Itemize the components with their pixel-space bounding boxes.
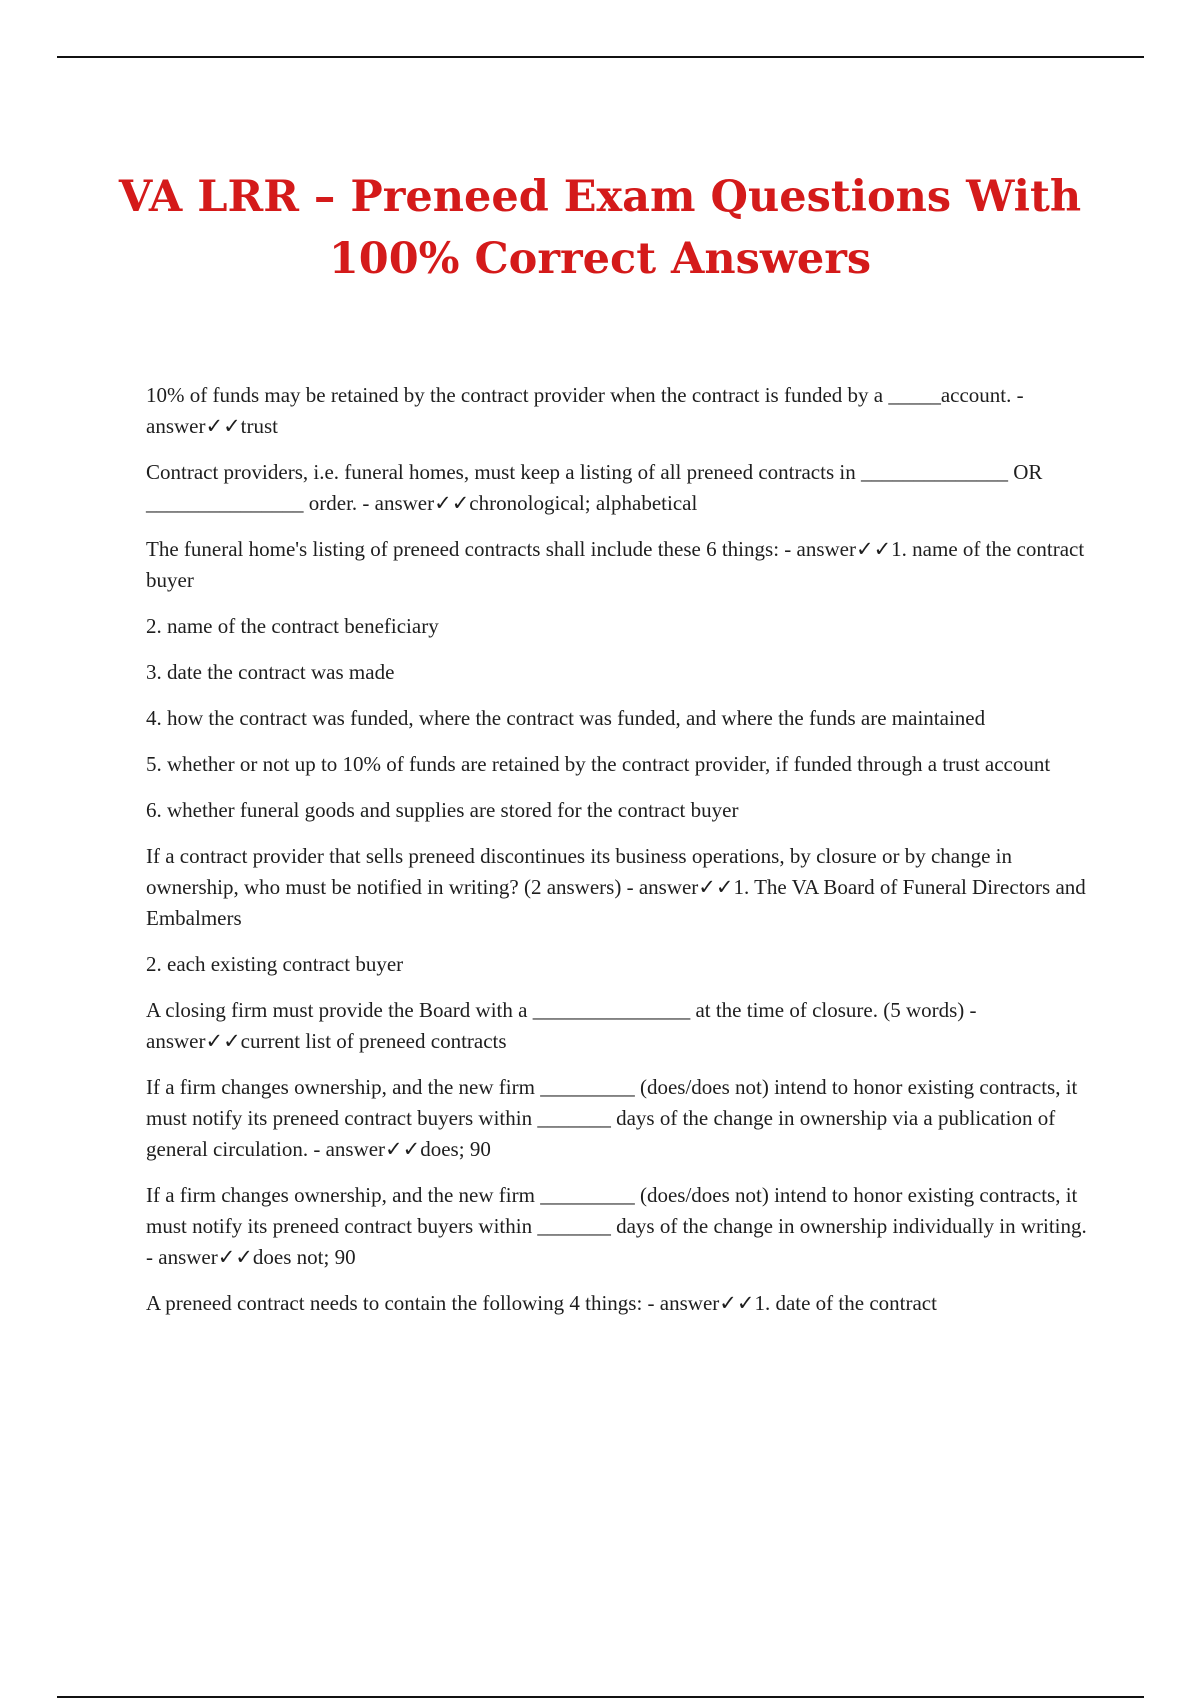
title-line-1: VA LRR – Preneed Exam Questions With [118,172,1082,222]
document-body [146,380,1096,1334]
header-rule [57,56,1144,58]
document-title [0,166,1200,290]
footer-rule [57,1696,1144,1698]
paragraph: If a firm changes ownership, and the new firm _________ (does/does not) intend to honor existing contracts, it must notify its preneed contract buyers within _______ days of the change in ownership individually in writing. - answer✓✓does not; 90 [146,1183,1087,1269]
paragraph: 2. each existing contract buyer [146,952,404,976]
paragraph: If a contract provider that sells preneed discontinues its business operations, by closure or by change in ownership, who must be notified in writing? (2 answers) - answer✓✓1. The VA Board of Funeral Directors and Embalmers [146,844,1086,930]
paragraph: The funeral home's listing of preneed contracts shall include these 6 things: - answer✓✓1. name of the contract buyer [146,537,1085,592]
paragraph: Contract providers, i.e. funeral homes, must keep a listing of all preneed contracts in ______________ OR _______________ order. - answer✓✓chronological; alphabetical [146,460,1043,515]
paragraph: A preneed contract needs to contain the following 4 things: - answer✓✓1. date of the contract [146,1291,937,1315]
paragraph: 10% of funds may be retained by the contract provider when the contract is funded by a _____account. - answer✓✓trust [146,383,1024,438]
paragraph: If a firm changes ownership, and the new firm _________ (does/does not) intend to honor existing contracts, it must notify its preneed contract buyers within _______ days of the change in ownership via a publication of general circulation. - answer✓✓does; 90 [146,1075,1078,1161]
paragraph: 3. date the contract was made [146,660,395,684]
paragraph: 5. whether or not up to 10% of funds are retained by the contract provider, if funded through a trust account [146,752,1051,776]
paragraph: 2. name of the contract beneficiary [146,614,439,638]
paragraph: 6. whether funeral goods and supplies are stored for the contract buyer [146,798,739,822]
paragraph: 4. how the contract was funded, where the contract was funded, and where the funds are maintained [146,706,986,730]
title-line-2: 100% Correct Answers [328,234,872,284]
paragraph: A closing firm must provide the Board with a _______________ at the time of closure. (5 words) - answer✓✓current list of preneed contracts [146,998,977,1053]
